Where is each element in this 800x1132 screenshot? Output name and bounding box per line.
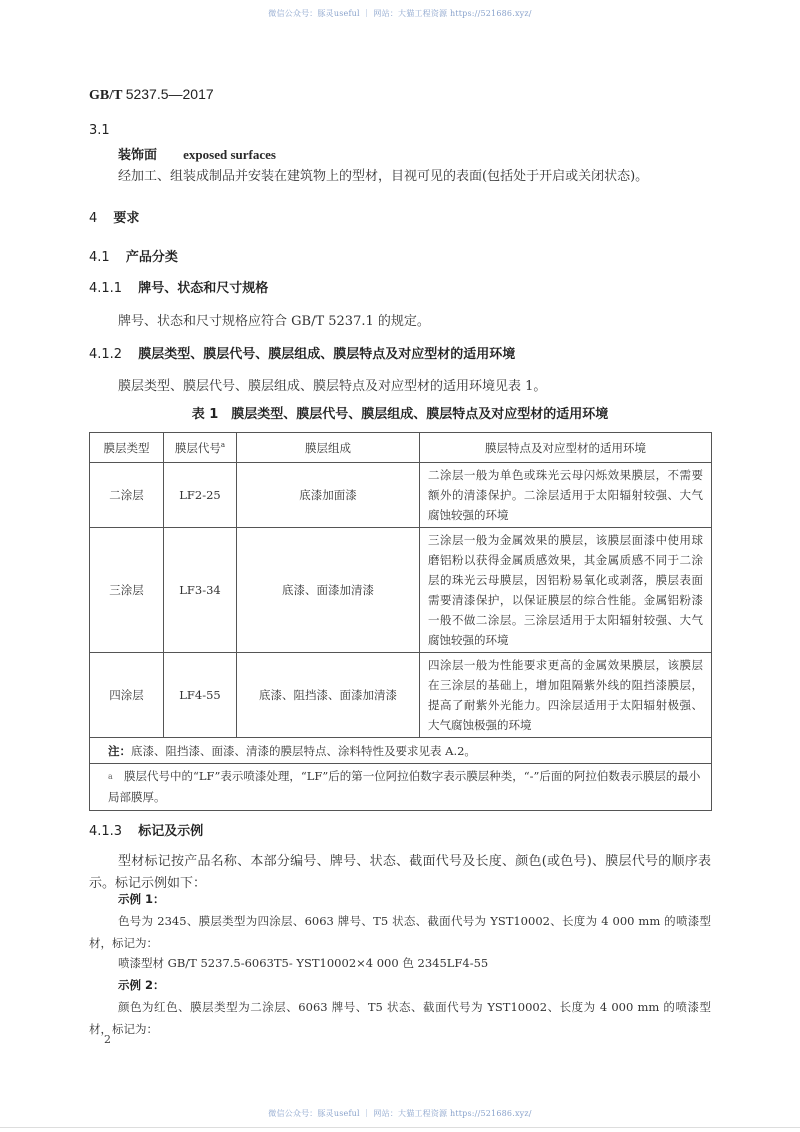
clause-number: 4 <box>89 211 98 226</box>
clause-heading-4-1-3 <box>89 820 203 839</box>
example-2-text: 颜色为红色、膜层类型为二涂层、6063 牌号、T5 状态、截面代号为 YST10002、长度为 4 000 mm 的喷漆型材，标记为： <box>89 1000 711 1036</box>
cell-description: 四涂层一般为性能要求更高的金属效果膜层，该膜层在三涂层的基础上，增加阻隔紫外线的阻挡漆膜层，提高了耐紫外光能力。四涂层适用于太阳辐射极强、大气腐蚀极强的环境 <box>420 653 712 738</box>
header-cell-description: 膜层特点及对应型材的适用环境 <box>420 433 712 463</box>
example-2-label: 示例 2： <box>118 978 165 992</box>
clause-body-4-1-3: 型材标记按产品名称、本部分编号、牌号、状态、截面代号及长度、颜色(或色号)、膜层代号的顺序表示。标记示例如下： <box>89 854 711 891</box>
watermark-bottom: 微信公众号：豚灵useful ｜ 网站：大猫工程资源 https://521686.xyz/ <box>268 1109 532 1118</box>
clause-number: 4.1 <box>89 250 110 265</box>
cell-type: 四涂层 <box>90 653 164 738</box>
table-footnote <box>90 764 712 811</box>
table-1 <box>89 432 712 811</box>
note-text: 底漆、阻挡漆、面漆、清漆的膜层特点、涂料特性及要求见表 A.2。 <box>131 743 476 758</box>
clause-number: 4.1.1 <box>89 281 123 296</box>
header-cell-type: 膜层类型 <box>90 433 164 463</box>
table-row <box>90 653 712 738</box>
cell-composition: 底漆、面漆加清漆 <box>237 528 420 653</box>
table-header-row <box>90 433 712 463</box>
table-note-row <box>90 738 712 764</box>
footnote-text: 膜层代号中的“LF”表示喷漆处理，“LF”后的第一位阿拉伯数字表示膜层种类，“-”后面的阿拉伯数表示膜层的最小局部膜厚。 <box>108 769 701 804</box>
cell-description: 三涂层一般为金属效果的膜层，该膜层面漆中使用球磨铝粉以获得金属质感效果，其金属质感不同于二涂层的珠光云母膜层，因铝粉易氧化或剥落，膜层表面需要清漆保护，以保证膜层的综合性能。金属铝粉漆一般不做二涂层。三涂层适用于太阳辐射较强、大气腐蚀较强的环境 <box>420 528 712 653</box>
clause-number: 4.1.2 <box>89 347 123 362</box>
clause-heading-4-1-2 <box>89 343 515 362</box>
cell-description: 二涂层一般为单色或珠光云母闪烁效果膜层，不需要额外的清漆保护。二涂层适用于太阳辐射较强、大气腐蚀较强的环境 <box>420 463 712 528</box>
standard-code <box>89 86 214 104</box>
clause-title: 标记及示例 <box>138 824 204 839</box>
example-1-label: 示例 1： <box>118 892 165 906</box>
page-bottom-rule <box>0 1127 800 1128</box>
table-row <box>90 463 712 528</box>
cell-type: 二涂层 <box>90 463 164 528</box>
header-code-label: 膜层代号 <box>174 440 221 455</box>
table-note <box>90 738 712 764</box>
cell-composition: 底漆、阻挡漆、面漆加清漆 <box>237 653 420 738</box>
clause-body-4-1-2: 膜层类型、膜层代号、膜层组成、膜层特点及对应型材的适用环境见表 1。 <box>118 379 547 394</box>
clause-heading-4 <box>89 207 139 226</box>
page-number: 2 <box>104 1033 111 1046</box>
standard-number: 5237.5—2017 <box>125 86 214 102</box>
cell-code: LF2-25 <box>164 463 237 528</box>
term-definition: 经加工、组装成制品并安装在建筑物上的型材，目视可见的表面(包括处于开启或关闭状态)。 <box>118 169 649 184</box>
footnote-mark: a <box>220 440 226 449</box>
clause-title: 膜层类型、膜层代号、膜层组成、膜层特点及对应型材的适用环境 <box>138 347 516 362</box>
example-1-text: 色号为 2345、膜层类型为四涂层、6063 牌号、T5 状态、截面代号为 YST10002、长度为 4 000 mm 的喷漆型材，标记为： <box>89 914 711 950</box>
footnote-symbol: a <box>108 772 113 781</box>
watermark-top: 微信公众号：豚灵useful ｜ 网站：大猫工程资源 https://521686.xyz/ <box>268 9 532 18</box>
example-1-marking: 喷漆型材 GB/T 5237.5-6063T5- YST10002×4 000 色 2345LF4-55 <box>118 956 489 970</box>
clause-title: 要求 <box>113 211 140 226</box>
clause-body-4-1-1: 牌号、状态和尺寸规格应符合 GB/T 5237.1 的规定。 <box>118 314 430 329</box>
table-row <box>90 528 712 653</box>
cell-code: LF4-55 <box>164 653 237 738</box>
note-label: 注： <box>108 743 131 758</box>
cell-type: 三涂层 <box>90 528 164 653</box>
cell-composition: 底漆加面漆 <box>237 463 420 528</box>
clause-number-3-1: 3.1 <box>89 123 110 138</box>
term-zh: 装饰面 <box>118 148 158 163</box>
header-cell-composition: 膜层组成 <box>237 433 420 463</box>
clause-title: 产品分类 <box>125 250 178 265</box>
standard-prefix: GB/T <box>89 88 123 103</box>
clause-title: 牌号、状态和尺寸规格 <box>138 281 269 296</box>
term-entry <box>118 144 276 163</box>
term-en: exposed surfaces <box>183 147 276 162</box>
header-cell-code <box>164 433 237 463</box>
clause-heading-4-1 <box>89 246 178 265</box>
clause-heading-4-1-1 <box>89 277 268 296</box>
clause-number: 4.1.3 <box>89 824 123 839</box>
cell-code: LF3-34 <box>164 528 237 653</box>
table-footnote-row <box>90 764 712 811</box>
table-caption: 表 1 膜层类型、膜层代号、膜层组成、膜层特点及对应型材的适用环境 <box>191 407 609 422</box>
